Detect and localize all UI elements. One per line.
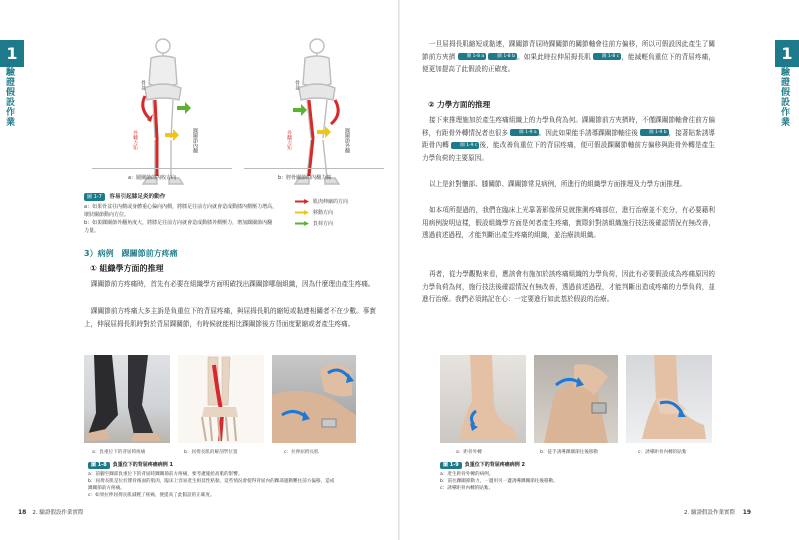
rotation-arrow-b [331,100,338,124]
photo-notes-header [440,462,720,469]
skeleton-illustration [85,38,385,188]
note-line: 壞狀關節動向方位。 [84,212,130,218]
paragraph-text: 。因此如果能手誘導踝關節軸往後 [538,128,638,137]
chapter-tab-left [0,40,24,67]
body-paragraph [422,114,715,164]
paragraph-text: 後，能改善負重位下的背屈疼痛，便可假設踝關節軸前方偏移與距骨外轉是產生力學負荷的主要原因。 [422,141,716,162]
body-paragraph [422,38,715,76]
running-footer: 2. 驗證假設作業實際 [32,510,84,516]
arrow-legend [295,196,348,229]
photo-notes-title: 負重位下的背屈疼痛病例 2 [464,462,526,468]
photo-notes [440,462,720,492]
page-footer-left [18,508,83,516]
legend-label: 肌肉伸縮的方向 [313,199,349,205]
legend-label: 負荷方向 [313,221,334,227]
photo-notes-title: 負重位下的背屈疼痛病例 1 [112,462,174,468]
chapter-tab-right [775,40,799,67]
red-arrow-icon [295,199,309,204]
yellow-arrow-icon [295,210,309,215]
chapter-number: 1 [6,44,18,63]
photo-talus-external-rotation [440,355,526,443]
photo-caption: c：誘導距骨內轉的貼紮 [638,450,687,455]
photo-fhl-anatomy [178,355,264,443]
knee-figure [85,38,385,188]
body-paragraph: 再者，從力學觀點來看，應該會有施加於該疼痛組織的力學負荷，因此有必要假設成為疼痛原因的力學負荷為何，施行技法後確認情況有無改善，透過前述過程，才能判斷出造成疼痛的力學負荷，並進行治療。我們必須銘記在心：一定要進行如此基於假設的治療。 [422,270,715,303]
chapter-number: 1 [781,44,793,63]
figure-ref-badge[interactable]: 圖 1-9 c [451,142,479,149]
figure-ref-badge[interactable]: 圖 1-9 b [640,129,669,136]
chapter-title-vertical: 驗證假設作業 [6,68,16,128]
photo-notes-header [88,462,378,469]
paragraph-text: ，能減輕負重位下的背屈疼痛，便更加提高了此假設的正確度。 [422,52,715,73]
subsection-title: ① 組織學方面的推理 [90,264,164,273]
fig-label-a3: 踝關節內翻 [192,128,198,153]
fig-label-b1: 骨盆 [294,80,300,90]
subsection-title: ② 力學方面的推理 [428,100,491,109]
notes-line: 踝關節前方疼痛。 [88,486,125,491]
body-paragraph: 踝關節前方疼痛大多主訴是負重位下的背屈疼痛，與屈拇長肌的縮短或黏連相關者不在少數。事實上，伸展屈拇長肌時對於背屈踝關節，有時候就能相比踝關節後方背面度緊縮或者產生疼痛。 [84,307,376,328]
notes-line: b：前往踝關節動力，一邊用另一邊誘導踝關節往後移動。 [440,479,558,484]
photo-fhl-stretch [272,355,356,443]
photo-caption: b：徒手誘導踝關節往後移動 [540,450,599,455]
photo-caption: a：負重位下的背屈時疼痛 [92,450,146,455]
photo-caption: a：距骨外轉 [456,450,482,455]
paragraph-text: 接下來推理施加於產生疼痛組織上的力學負荷為何。踝關節前方夾擠時，不僅踝關節軸會往前方偏移，有距骨外轉情況者也很多 [422,116,715,137]
page-footer-right [684,508,757,516]
green-arrow-icon [295,221,309,226]
figure-ref-badge[interactable]: 圖 1-8 c [593,53,621,60]
page-gutter [398,0,400,540]
note-line: b：如果踝關節外翻角度大，將膝足往前方向就會造成動膝外側壓力，增加踝關節內翻 [84,220,273,226]
body-paragraph: 踝關節前方疼痛時，首先有必要在組織學方面明確找出踝關節哪個組織，因為什麼理由產生疼痛。 [91,280,375,288]
figure-caption-a: a：腿關節的內收方向 [128,175,177,181]
load-arrow-b [293,104,307,116]
load-arrow-a [177,102,191,114]
note-line: 力量。 [84,228,100,234]
legend-item [295,218,348,229]
photo-talus-taping [626,355,712,443]
figure-note-title: 容易引起膝足炎的動作 [109,194,166,200]
figure-caption-b: b：脛骨關節的內翻力線 [278,175,332,181]
paragraph-text: ，接著貼紮誘導距骨內轉 [422,128,715,149]
photo-caption: c：拉伸屈拇長肌 [284,450,319,455]
figure-ref-badge[interactable]: 圖 1-9 a [510,129,538,136]
figure-badge: 圖 1-9 [440,462,462,469]
notes-line: c：誘導距骨內轉的貼紮。 [440,486,494,491]
photo-caption: b：屈拇長肌的解剖學位置 [184,450,238,455]
page-number: 18 [18,509,27,516]
running-footer: 2. 驗證假設作業實際 [684,510,735,516]
notes-line: b：屈拇長肌是位於腓骨後面的肌肉，臨床上容易產生組技性粘黏，這些情況會使得背屈內的踝部運動難往前方偏移，造成 [88,479,335,484]
fig-label-a1: 骨盆 [140,80,146,90]
legend-item [295,196,348,207]
photo-standing-dorsiflexion [84,355,170,443]
skeleton-a [143,39,183,184]
page-number: 19 [742,509,752,516]
note-line: a：如果骨盆往內側或身體重心偏向內側，將膝足往前方向就會造成動膝內側壓力增高， [84,204,278,210]
figure-badge: 圖 1-7 [84,193,105,201]
photo-notes [88,462,378,499]
photo-manual-guidance [534,355,618,443]
figure-ref-badge[interactable]: 圖 1-8 a [458,53,486,60]
section-title: 3）病例 踝關節前方疼痛 [84,249,178,258]
notes-line: c：如果拉伸屈拇長肌減輕了疼痛，便提高了此假設的正確度。 [88,493,215,498]
figure-ref-badge[interactable]: 圖 1-8 b [488,53,517,60]
chapter-title-vertical: 驗證假設作業 [781,68,791,128]
fig-label-a2: 外轉力矩 [132,130,138,150]
legend-label: 移動方向 [313,210,334,216]
legend-item [295,207,348,218]
paragraph-text: 。如果此時拉伸屈拇長肌 [516,52,591,61]
fig-label-b2: 外翻力矩 [286,130,292,150]
body-paragraph: 如本項所提過的，我們在臨床上光靠著影像所見就推測疼痛部位，進行治療並不充分，有必要藉利用病例說明這樣，假設組織學方面是何者產生疼痛，實際針對該組織施行技法後確認情況有無改善，透過前述過程，才能判斷出產生疼痛的組織，並治療該組織。 [422,206,715,239]
fig-label-b3: 踝關節外翻 [344,128,350,153]
paragraph-text: 一旦屈拇長肌縮短或黏連，踝關節背屈時踝關節的關節軸會往前方偏移，所以可假設因此產生了關節前方夾擠 [422,40,715,61]
notes-line: a：產生距骨外轉的病例。 [440,472,494,477]
notes-line: a：前腳至踝部負重位下的背屈時踝關節前方疼痛，要考慮施給高肌的影響。 [88,472,243,477]
body-paragraph: 以上是針對髕部、膝關節、踝關節常見病例，所進行的組織學方面推理及力學方面推理。 [429,180,687,188]
figure-badge: 圖 1-8 [88,462,110,469]
